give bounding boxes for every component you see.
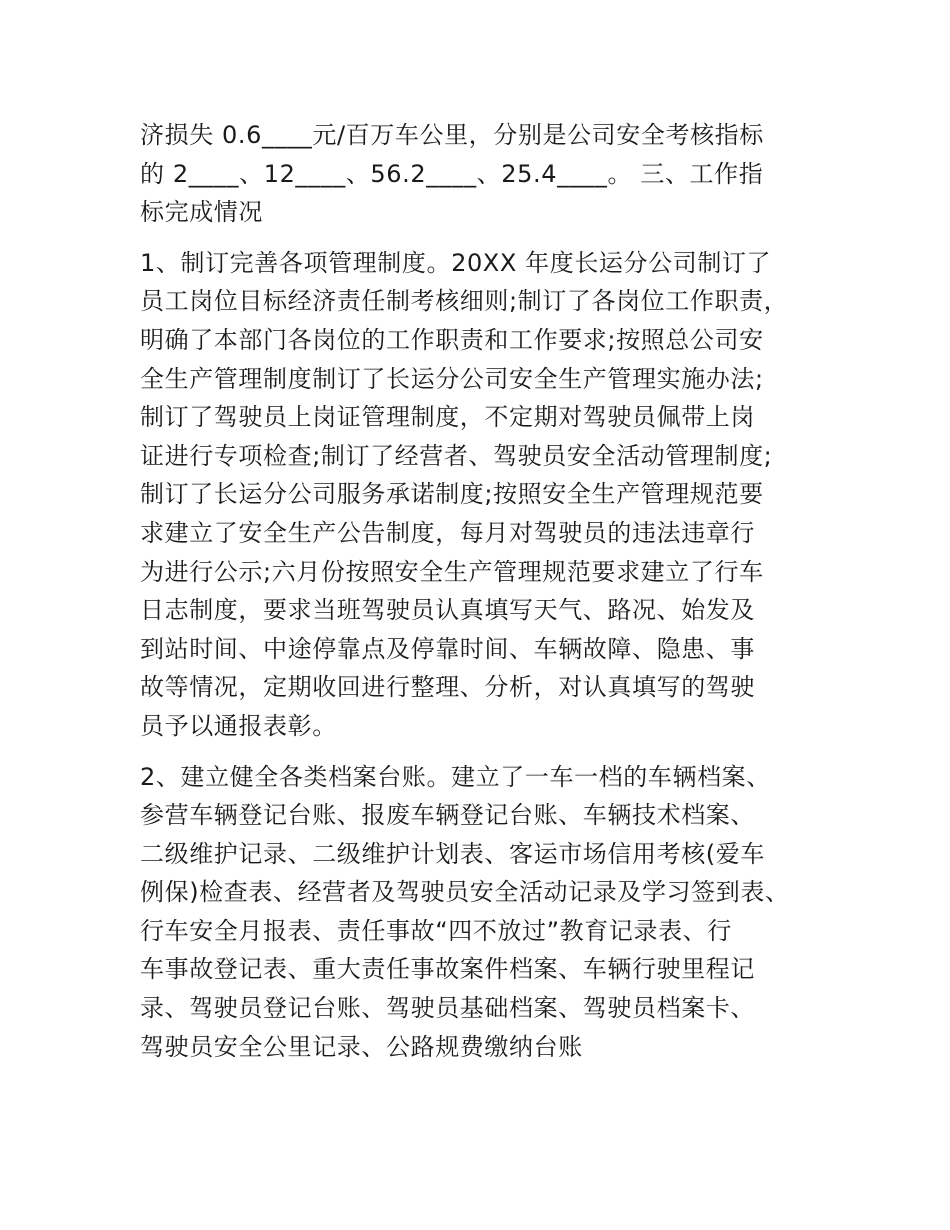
text-line: 为进行公示;六月份按照安全生产管理规范要求建立了行车: [140, 557, 764, 586]
text-line: 1、制订完善各项管理制度。20XX 年度长运分公司制订了: [140, 248, 772, 277]
text-line: 驾驶员安全公里记录、公路规费缴纳台账: [140, 1032, 583, 1061]
text-line: 标完成情况: [140, 198, 263, 227]
document-body: [140, 116, 830, 1078]
text-line: 证进行专项检查;制订了经营者、驾驶员安全活动管理制度;: [140, 441, 773, 470]
text-line: 求建立了安全生产公告制度，每月对驾驶员的违法违章行: [140, 518, 755, 547]
paragraph-archives: [140, 758, 830, 1067]
text-line: 日志制度，要求当班驾驶员认真填写天气、路况、始发及: [140, 596, 755, 625]
text-line: 录、驾驶员登记台账、驾驶员基础档案、驾驶员档案卡、: [140, 994, 755, 1023]
text-line: 的 2____、12____、56.2____、25.4____。 三、工作指: [140, 159, 764, 188]
text-line: 员予以通报表彰。: [140, 711, 337, 740]
paragraph-intro: [140, 116, 830, 232]
text-line: 制订了驾驶员上岗证管理制度，不定期对驾驶员佩带上岗: [140, 403, 755, 432]
text-line: 制订了长运分公司服务承诺制度;按照安全生产管理规范要: [140, 480, 764, 509]
text-line: 二级维护记录、二级维护计划表、客运市场信用考核(爱车: [140, 839, 765, 868]
text-line: 行车安全月报表、责任事故“四不放过”教育记录表、行: [140, 916, 732, 945]
text-line: 车事故登记表、重大责任事故案件档案、车辆行驶里程记: [140, 955, 755, 984]
text-line: 参营车辆登记台账、报废车辆登记台账、车辆技术档案、: [140, 801, 755, 830]
text-line: 济损失 0.6____元/百万车公里，分别是公司安全考核指标: [140, 121, 764, 149]
text-line: 全生产管理制度制订了长运分公司安全生产管理实施办法;: [140, 364, 764, 393]
text-line: 2、建立健全各类档案台账。建立了一车一档的车辆档案、: [140, 762, 771, 791]
text-line: 员工岗位目标经济责任制考核细则;制订了各岗位工作职责，: [140, 287, 789, 316]
paragraph-management-systems: [140, 244, 830, 746]
text-line: 明确了本部门各岗位的工作职责和工作要求;按照总公司安: [140, 325, 764, 354]
text-line: 故等情况，定期收回进行整理、分析，对认真填写的驾驶: [140, 673, 755, 702]
text-line: 到站时间、中途停靠点及停靠时间、车辆故障、隐患、事: [140, 634, 755, 663]
text-line: 例保)检查表、经营者及驾驶员安全活动记录及学习签到表、: [140, 878, 790, 907]
